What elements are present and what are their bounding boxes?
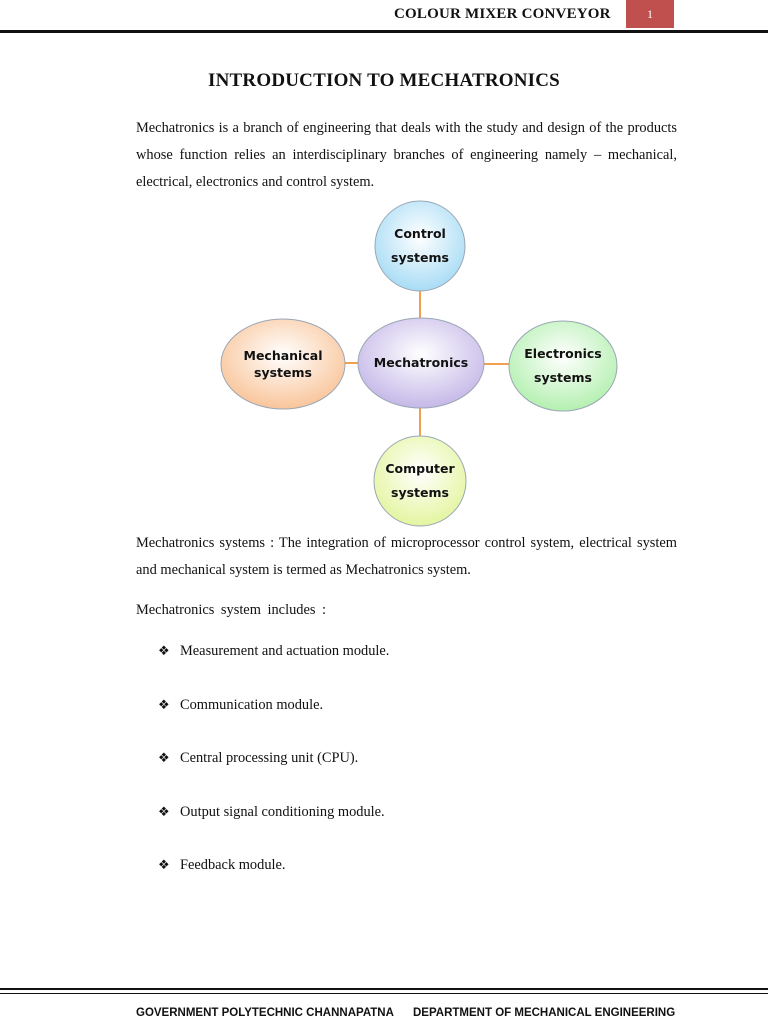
list-item [158,854,389,908]
list-item-text: Output signal conditioning module. [180,803,385,820]
node-electronics-line2: systems [534,370,592,385]
node-control-systems [375,201,465,291]
intro-paragraph: Mechatronics is a branch of engineering that deals with the study and design of the products whose function relies an interdisciplinary branches of engineering namely – mechanical, electrical, electronics and control system. [136,120,677,190]
footer-institution: GOVERNMENT POLYTECHNIC CHANNAPATNA [136,1007,394,1019]
node-electronics-systems [509,321,617,411]
page-title: INTRODUCTION TO MECHATRONICS [208,70,560,91]
list-item-text: Communication module. [180,696,324,713]
diamond-bullet-icon: ❖ [158,643,170,658]
node-computer-line2: systems [391,485,449,500]
node-electronics-line1: Electronics [524,346,602,361]
footer-rule-thin [0,993,768,994]
node-control-line2: systems [391,250,449,265]
diamond-bullet-icon: ❖ [158,803,170,819]
list-item [158,747,389,801]
node-control-line1: Control [394,226,446,241]
running-header-title: COLOUR MIXER CONVEYOR [394,6,611,22]
footer-department: DEPARTMENT OF MECHANICAL ENGINEERING [413,1007,676,1019]
node-mechanical-line2: systems [254,365,312,380]
page-number-badge: 1 [626,0,674,28]
header-rule [0,30,768,33]
footer-rule [0,988,768,990]
node-mechatronics [358,318,484,408]
includes-heading: Mechatronics system includes : [136,602,327,618]
node-computer-systems [374,436,466,526]
diamond-bullet-icon: ❖ [158,750,170,765]
systems-paragraph: Mechatronics systems : The integration of microprocessor control system, electrical system and mechanical system is termed as Mechatronics system. [136,535,677,578]
node-mechanical-line1: Mechanical [243,348,323,363]
list-item-text: Feedback module. [180,857,286,873]
list-item-text: Central processing unit (CPU). [180,750,359,766]
diamond-bullet-icon: ❖ [158,857,170,872]
mechatronics-diagram [210,192,630,532]
node-mechanical-systems [221,319,345,409]
diamond-bullet-icon: ❖ [158,696,170,712]
node-computer-line1: Computer [385,461,455,476]
node-mechatronics-label: Mechatronics [373,355,469,370]
list-item [158,694,389,748]
module-list [158,640,389,908]
list-item [158,801,389,855]
list-item-text: Measurement and actuation module. [180,643,390,659]
list-item [158,640,389,694]
